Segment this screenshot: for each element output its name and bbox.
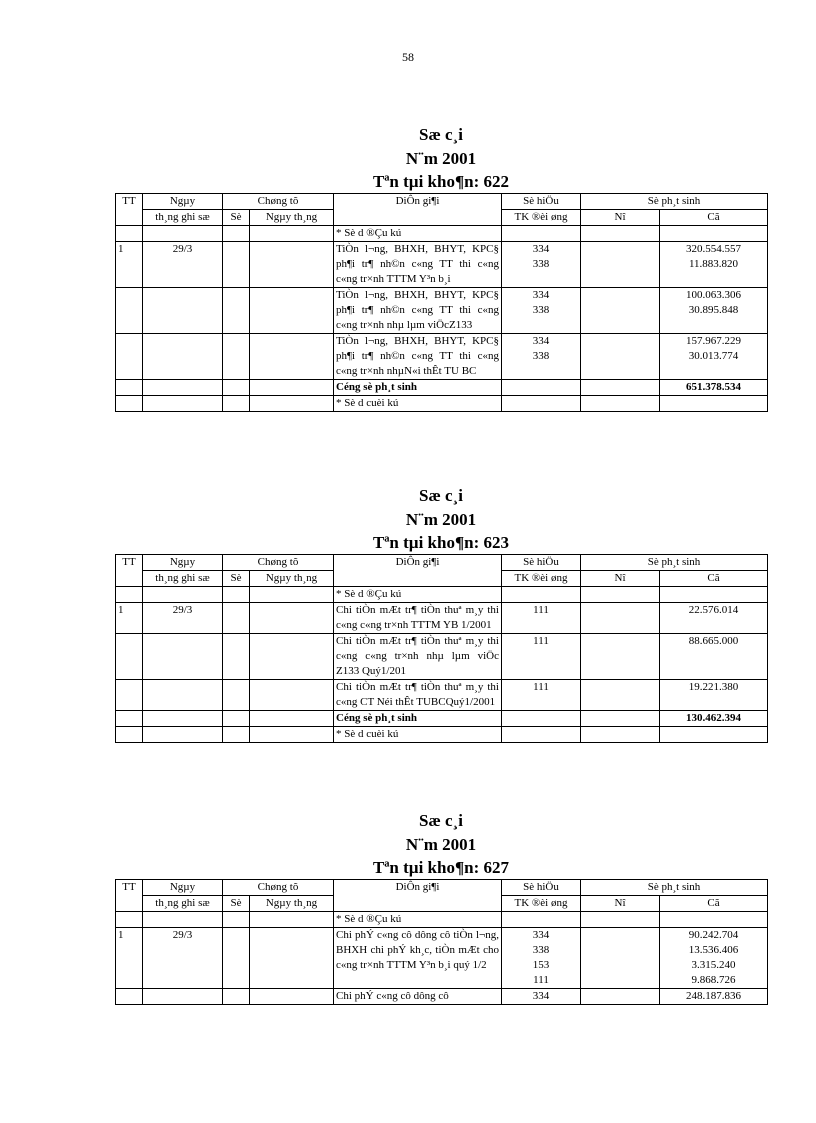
- row-description: Chi tiÒn mÆt tr¶ tiÒn thuª m¸y thi c«ng c«ng tr×nh nhµ lµm viÖc Z133 Quý1/201: [334, 634, 502, 680]
- col-date: Ngµy: [143, 555, 223, 571]
- col-account-sub: TK ®èi øng: [502, 210, 581, 226]
- closing-balance-row: [116, 396, 768, 412]
- ledger-table: [115, 879, 768, 1005]
- col-voucher-no: Sè: [223, 571, 250, 587]
- row-accounts: 334 338: [502, 288, 581, 334]
- col-voucher-no: Sè: [223, 896, 250, 912]
- closing-balance-label: * Sè d cuèi kú: [334, 396, 502, 412]
- ledger-account: Tªn tµi kho¶n: 623: [372, 533, 510, 552]
- table-row: [116, 680, 768, 711]
- ledger-627: [115, 809, 767, 1005]
- row-tt: [116, 634, 143, 680]
- row-description: TiÒn l¬ng, BHXH, BHYT, KPC§ ph¶i tr¶ nh©n c«ng TT thi c«ng c«ng tr×nh nhµ lµm viÖcZ133: [334, 288, 502, 334]
- col-description: DiÔn gi¶i: [334, 194, 502, 226]
- row-date: [143, 989, 223, 1005]
- row-accounts: 334 338: [502, 334, 581, 380]
- col-voucher: Chøng tõ: [223, 880, 334, 896]
- header-row: [116, 880, 768, 896]
- row-description: Chi tiÒn mÆt tr¶ tiÒn thuª m¸y thi c«ng CT Néi thÊt TUBCQuý1/2001: [334, 680, 502, 711]
- row-description: TiÒn l¬ng, BHXH, BHYT, KPC§ ph¶i tr¶ nh©n c«ng TT thi c«ng c«ng tr×nh nhµN«i thÊt TU BC: [334, 334, 502, 380]
- row-credit: 19.221.380: [660, 680, 768, 711]
- col-credit: Cã: [660, 571, 768, 587]
- col-date-sub: th¸ng ghi sæ: [143, 571, 223, 587]
- row-date: 29/3: [143, 242, 223, 288]
- row-date: 29/3: [143, 928, 223, 989]
- col-tt: TT: [116, 555, 143, 587]
- ledger-account: Tªn tµi kho¶n: 622: [372, 172, 510, 191]
- col-voucher-date: Ngµy th¸ng: [250, 896, 334, 912]
- row-credit: 248.187.836: [660, 989, 768, 1005]
- row-description: Chi tiÒn mÆt tr¶ tiÒn thuª m¸y thi c«ng c«ng tr×nh TTTM YB 1/2001: [334, 603, 502, 634]
- table-row: [116, 634, 768, 680]
- col-account: Sè hiÖu: [502, 880, 581, 896]
- header-row: [116, 194, 768, 210]
- total-label: Céng sè ph¸t sinh: [334, 380, 502, 396]
- row-tt: [116, 288, 143, 334]
- col-amount: Sè ph¸t sinh: [581, 194, 768, 210]
- page-number: 58: [402, 50, 414, 64]
- col-account-sub: TK ®èi øng: [502, 571, 581, 587]
- row-accounts: 111: [502, 634, 581, 680]
- row-date: 29/3: [143, 603, 223, 634]
- ledger-table: [115, 554, 768, 743]
- col-date-sub: th¸ng ghi sæ: [143, 896, 223, 912]
- table-row: [116, 989, 768, 1005]
- opening-balance-label: * Sè d ®Çu kú: [334, 587, 502, 603]
- col-credit: Cã: [660, 210, 768, 226]
- col-voucher-date: Ngµy th¸ng: [250, 210, 334, 226]
- ledger-year: N¨m 2001: [405, 510, 477, 529]
- closing-balance-row: [116, 727, 768, 743]
- row-description: Chi phÝ c«ng cô dông cô: [334, 989, 502, 1005]
- row-tt: 1: [116, 242, 143, 288]
- col-account: Sè hiÖu: [502, 555, 581, 571]
- table-row: [116, 928, 768, 989]
- table-row: [116, 334, 768, 380]
- row-credit: 22.576.014: [660, 603, 768, 634]
- row-credit: 90.242.704 13.536.406 3.315.240 9.868.726: [660, 928, 768, 989]
- col-voucher: Chøng tõ: [223, 194, 334, 210]
- col-date-sub: th¸ng ghi sæ: [143, 210, 223, 226]
- ledger-623: [115, 484, 767, 743]
- row-tt: [116, 680, 143, 711]
- col-amount: Sè ph¸t sinh: [581, 555, 768, 571]
- ledger-year: N¨m 2001: [405, 149, 477, 168]
- opening-balance-row: [116, 587, 768, 603]
- row-credit: 157.967.229 30.013.774: [660, 334, 768, 380]
- row-credit: 100.063.306 30.895.848: [660, 288, 768, 334]
- opening-balance-row: [116, 226, 768, 242]
- row-date: [143, 634, 223, 680]
- row-description: TiÒn l¬ng, BHXH, BHYT, KPC§ ph¶i tr¶ nh©n c«ng TT thi c«ng c«ng tr×nh TTTM Y³n b¸i: [334, 242, 502, 288]
- ledger-title: Sæ c¸i: [419, 486, 463, 505]
- total-row: [116, 380, 768, 396]
- col-account-sub: TK ®èi øng: [502, 896, 581, 912]
- col-credit: Cã: [660, 896, 768, 912]
- table-row: [116, 603, 768, 634]
- opening-balance-row: [116, 912, 768, 928]
- col-debit: Nî: [581, 571, 660, 587]
- col-debit: Nî: [581, 896, 660, 912]
- row-tt: [116, 334, 143, 380]
- row-tt: 1: [116, 603, 143, 634]
- opening-balance-label: * Sè d ®Çu kú: [334, 912, 502, 928]
- row-date: [143, 288, 223, 334]
- col-tt: TT: [116, 880, 143, 912]
- col-voucher: Chøng tõ: [223, 555, 334, 571]
- col-date: Ngµy: [143, 194, 223, 210]
- table-row: [116, 288, 768, 334]
- total-row: [116, 711, 768, 727]
- header-row: [116, 555, 768, 571]
- row-accounts: 334: [502, 989, 581, 1005]
- ledger-title: Sæ c¸i: [419, 811, 463, 830]
- col-account: Sè hiÖu: [502, 194, 581, 210]
- col-description: DiÔn gi¶i: [334, 555, 502, 587]
- col-voucher-no: Sè: [223, 210, 250, 226]
- col-tt: TT: [116, 194, 143, 226]
- opening-balance-label: * Sè d ®Çu kú: [334, 226, 502, 242]
- row-date: [143, 334, 223, 380]
- col-amount: Sè ph¸t sinh: [581, 880, 768, 896]
- row-accounts: 334 338: [502, 242, 581, 288]
- row-accounts: 111: [502, 680, 581, 711]
- row-credit: 320.554.557 11.883.820: [660, 242, 768, 288]
- closing-balance-label: * Sè d cuèi kú: [334, 727, 502, 743]
- col-debit: Nî: [581, 210, 660, 226]
- row-accounts: 111: [502, 603, 581, 634]
- row-accounts: 334 338 153 111: [502, 928, 581, 989]
- ledger-title: Sæ c¸i: [419, 125, 463, 144]
- ledger-year: N¨m 2001: [405, 835, 477, 854]
- total-value: 130.462.394: [660, 711, 768, 727]
- row-description: Chi phÝ c«ng cô dông cô tiÒn l¬ng, BHXH chi phÝ kh¸c, tiÒn mÆt cho c«ng tr×nh TTTM Y³n b¸i quý 1/2: [334, 928, 502, 989]
- table-row: [116, 242, 768, 288]
- total-value: 651.378.534: [660, 380, 768, 396]
- ledger-account: Tªn tµi kho¶n: 627: [372, 858, 510, 877]
- row-tt: [116, 989, 143, 1005]
- row-tt: 1: [116, 928, 143, 989]
- total-label: Céng sè ph¸t sinh: [334, 711, 502, 727]
- col-voucher-date: Ngµy th¸ng: [250, 571, 334, 587]
- row-credit: 88.665.000: [660, 634, 768, 680]
- ledger-622: [115, 123, 767, 412]
- col-date: Ngµy: [143, 880, 223, 896]
- row-date: [143, 680, 223, 711]
- ledger-table: [115, 193, 768, 412]
- col-description: DiÔn gi¶i: [334, 880, 502, 912]
